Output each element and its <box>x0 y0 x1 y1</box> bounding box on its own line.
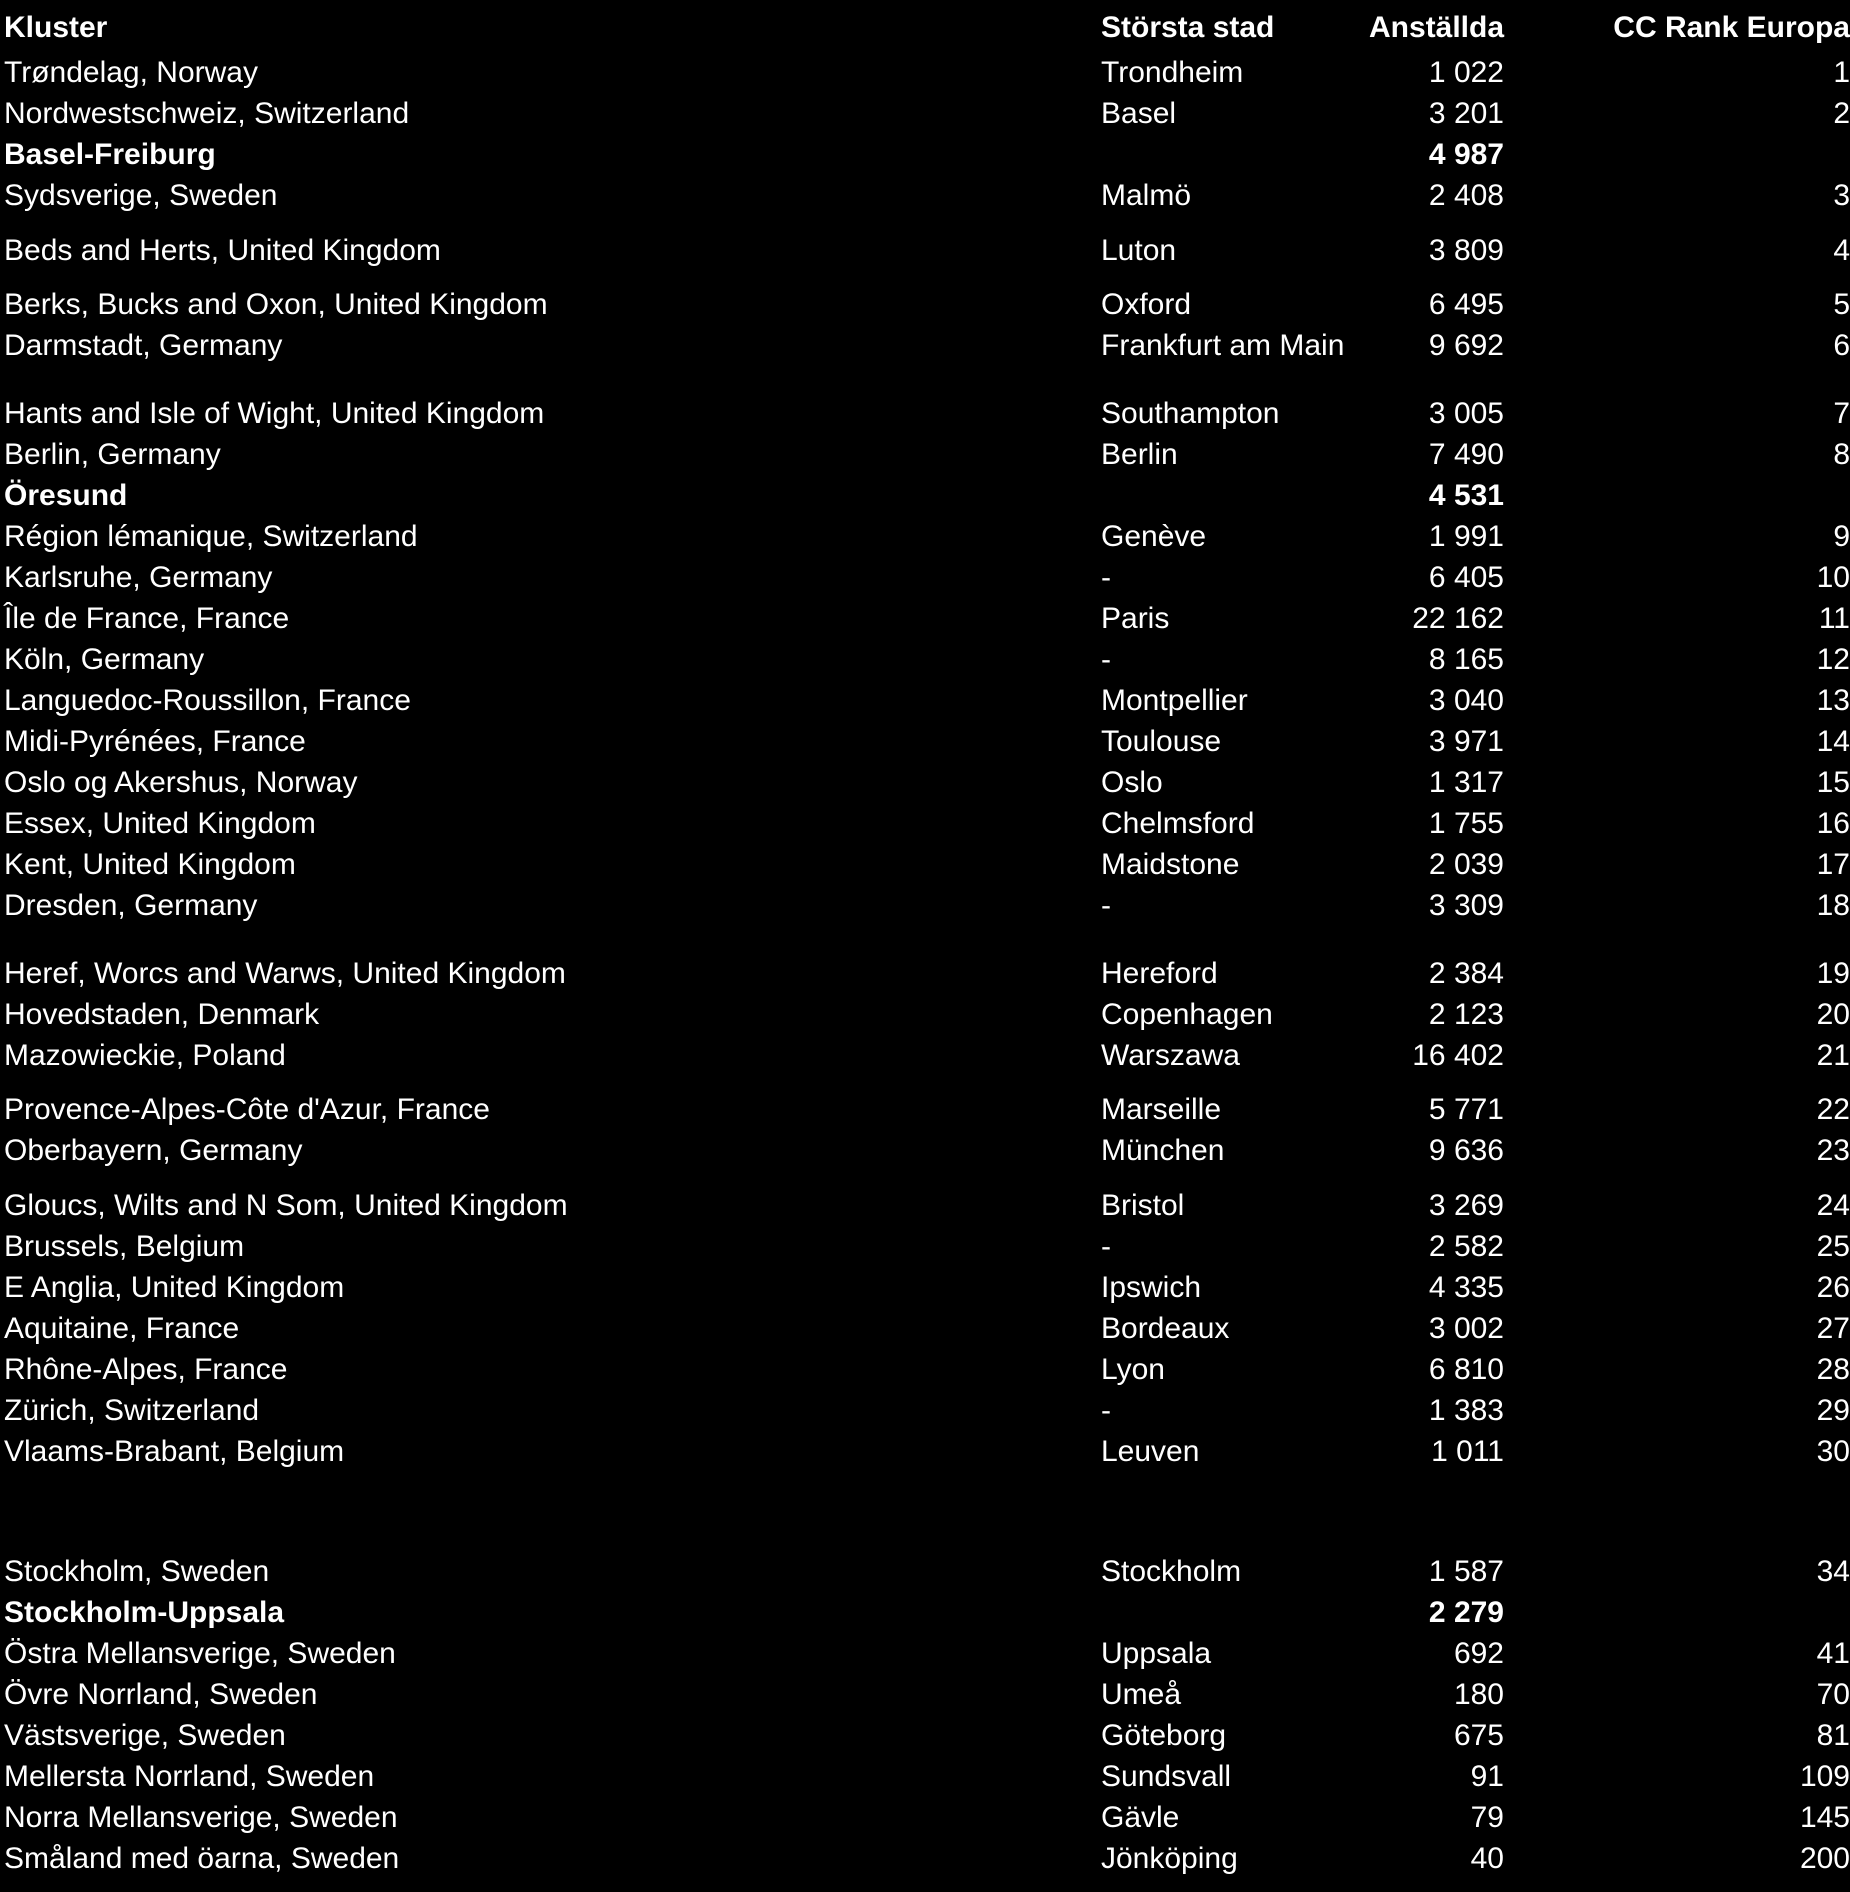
cell-kluster: Heref, Worcs and Warws, United Kingdom <box>4 957 566 990</box>
cell-kluster: Darmstadt, Germany <box>4 329 283 362</box>
cell-rank: 5 <box>1833 288 1850 321</box>
table-row <box>0 1798 1850 1838</box>
group-total-row <box>0 1593 1850 1633</box>
cell-kluster: Oberbayern, Germany <box>4 1134 303 1167</box>
cell-anstallda: 4 335 <box>1428 1271 1504 1304</box>
cell-rank: 11 <box>1818 602 1850 635</box>
cell-kluster: Mellersta Norrland, Sweden <box>4 1760 375 1793</box>
cell-kluster: Languedoc-Roussillon, France <box>4 684 411 717</box>
cell-kluster: Brussels, Belgium <box>4 1230 245 1263</box>
cell-stad: Chelmsford <box>1101 807 1255 840</box>
cell-kluster: Trøndelag, Norway <box>4 56 258 89</box>
cell-stad: Ipswich <box>1101 1271 1202 1304</box>
cell-anstallda: 6 495 <box>1428 288 1504 321</box>
cell-stad: Trondheim <box>1101 56 1244 89</box>
table-row <box>0 763 1850 803</box>
cell-rank: 23 <box>1816 1134 1850 1167</box>
table-row <box>0 1391 1850 1431</box>
table-row <box>0 394 1850 434</box>
cell-anstallda: 79 <box>1470 1801 1504 1834</box>
cell-anstallda: 3 005 <box>1428 397 1504 430</box>
cell-stad: Bristol <box>1101 1189 1185 1222</box>
cell-anstallda: 2 408 <box>1428 179 1504 212</box>
cell-kluster: Västsverige, Sweden <box>4 1719 286 1752</box>
cell-anstallda: 675 <box>1453 1719 1504 1752</box>
table-row <box>0 1757 1850 1797</box>
header-kluster: Kluster <box>4 11 108 44</box>
cell-anstallda: 5 771 <box>1428 1093 1504 1126</box>
cell-stad: - <box>1101 1394 1111 1427</box>
cell-kluster: Berlin, Germany <box>4 438 221 471</box>
cell-anstallda: 3 269 <box>1428 1189 1504 1222</box>
cell-anstallda: 2 123 <box>1428 998 1504 1031</box>
table-row <box>0 176 1850 216</box>
cell-anstallda: 1 011 <box>1431 1435 1504 1468</box>
cell-rank: 29 <box>1816 1394 1850 1427</box>
cell-anstallda: 8 165 <box>1428 643 1504 676</box>
cell-stad: Malmö <box>1101 179 1192 212</box>
cell-stad: - <box>1101 889 1111 922</box>
table-row <box>0 640 1850 680</box>
header-row <box>0 8 1850 48</box>
cell-kluster: Vlaams-Brabant, Belgium <box>4 1435 345 1468</box>
cell-kluster: Sydsverige, Sweden <box>4 179 278 212</box>
cell-rank: 145 <box>1799 1801 1850 1834</box>
cell-rank: 6 <box>1833 329 1850 362</box>
cell-rank: 1 <box>1833 56 1850 89</box>
cell-anstallda: 180 <box>1453 1678 1504 1711</box>
table-row <box>0 886 1850 926</box>
cell-rank: 27 <box>1816 1312 1850 1345</box>
cell-stad: München <box>1101 1134 1225 1167</box>
table-row <box>0 1309 1850 1349</box>
cell-rank: 13 <box>1816 684 1850 717</box>
cell-rank: 30 <box>1816 1435 1850 1468</box>
cell-kluster: Köln, Germany <box>4 643 205 676</box>
table-row <box>0 1036 1850 1076</box>
cell-stad: Marseille <box>1101 1093 1222 1126</box>
cell-kluster: Berks, Bucks and Oxon, United Kingdom <box>4 288 548 321</box>
cell-kluster: Stockholm, Sweden <box>4 1555 270 1588</box>
table-row <box>0 954 1850 994</box>
table-row <box>0 599 1850 639</box>
cell-anstallda: 3 040 <box>1428 684 1504 717</box>
cell-anstallda: 2 279 <box>1428 1596 1504 1629</box>
cell-stad: - <box>1101 1230 1111 1263</box>
cell-kluster: Nordwestschweiz, Switzerland <box>4 97 410 130</box>
cell-stad: Oxford <box>1101 288 1192 321</box>
table-row <box>0 1552 1850 1592</box>
cell-rank: 7 <box>1833 397 1850 430</box>
cell-stad: Berlin <box>1101 438 1178 471</box>
group-total-row <box>0 135 1850 175</box>
cell-stad: Basel <box>1101 97 1177 130</box>
cell-stad: Jönköping <box>1101 1842 1238 1875</box>
cell-stad: Toulouse <box>1101 725 1222 758</box>
cell-kluster: Oslo og Akershus, Norway <box>4 766 358 799</box>
table-row <box>0 53 1850 93</box>
cell-stad: Umeå <box>1101 1678 1182 1711</box>
header-anstallda: Anställda <box>1368 11 1504 44</box>
cell-anstallda: 3 809 <box>1428 234 1504 267</box>
cell-kluster: Stockholm-Uppsala <box>4 1596 285 1629</box>
cell-kluster: Karlsruhe, Germany <box>4 561 273 594</box>
cell-rank: 2 <box>1833 97 1850 130</box>
cell-kluster: Östra Mellansverige, Sweden <box>4 1637 396 1670</box>
cell-kluster: Aquitaine, France <box>4 1312 240 1345</box>
cell-rank: 8 <box>1833 438 1850 471</box>
table-row <box>0 231 1850 271</box>
cell-rank: 12 <box>1816 643 1850 676</box>
cell-anstallda: 2 384 <box>1428 957 1504 990</box>
cell-stad: Gävle <box>1101 1801 1180 1834</box>
cell-anstallda: 1 383 <box>1428 1394 1504 1427</box>
cell-anstallda: 16 402 <box>1412 1039 1504 1072</box>
table-row <box>0 517 1850 557</box>
header-stad: Största stad <box>1101 11 1275 44</box>
cell-stad: Stockholm <box>1101 1555 1242 1588</box>
cell-rank: 200 <box>1799 1842 1850 1875</box>
cell-kluster: Rhône-Alpes, France <box>4 1353 288 1386</box>
cell-stad: Göteborg <box>1101 1719 1227 1752</box>
cell-anstallda: 1 587 <box>1428 1555 1504 1588</box>
table-row <box>0 1131 1850 1171</box>
cell-kluster: Övre Norrland, Sweden <box>4 1678 318 1711</box>
cell-kluster: Basel-Freiburg <box>4 138 216 171</box>
cell-stad: Southampton <box>1101 397 1280 430</box>
cell-kluster: Zürich, Switzerland <box>4 1394 260 1427</box>
table-row <box>0 722 1850 762</box>
cell-stad: - <box>1101 643 1111 676</box>
table-row <box>0 845 1850 885</box>
table-row <box>0 804 1850 844</box>
table-row <box>0 285 1850 325</box>
group-total-row <box>0 476 1850 516</box>
cell-kluster: Provence-Alpes-Côte d'Azur, France <box>4 1093 490 1126</box>
cell-stad: Sundsvall <box>1101 1760 1232 1793</box>
cell-kluster: Mazowieckie, Poland <box>4 1039 286 1072</box>
cell-stad: Copenhagen <box>1101 998 1273 1031</box>
table-row <box>0 1716 1850 1756</box>
cell-kluster: Île de France, France <box>4 602 290 635</box>
cell-kluster: Kent, United Kingdom <box>4 848 296 881</box>
cell-stad: Bordeaux <box>1101 1312 1230 1345</box>
table-row <box>0 435 1850 475</box>
cell-rank: 24 <box>1816 1189 1850 1222</box>
cell-kluster: Gloucs, Wilts and N Som, United Kingdom <box>4 1189 568 1222</box>
cell-kluster: Région lémanique, Switzerland <box>4 520 418 553</box>
cell-stad: - <box>1101 561 1111 594</box>
cell-stad: Maidstone <box>1101 848 1240 881</box>
cell-rank: 26 <box>1816 1271 1850 1304</box>
cell-rank: 16 <box>1816 807 1850 840</box>
cell-anstallda: 1 317 <box>1428 766 1504 799</box>
header-rank: CC Rank Europa <box>1613 11 1850 44</box>
cell-kluster: Norra Mellansverige, Sweden <box>4 1801 398 1834</box>
cell-anstallda: 3 002 <box>1428 1312 1504 1345</box>
cell-anstallda: 2 582 <box>1428 1230 1504 1263</box>
cell-anstallda: 9 636 <box>1428 1134 1504 1167</box>
table-row <box>0 1186 1850 1226</box>
cell-kluster: Hovedstaden, Denmark <box>4 998 320 1031</box>
cell-anstallda: 3 971 <box>1428 725 1504 758</box>
cell-stad: Paris <box>1101 602 1170 635</box>
cell-anstallda: 4 987 <box>1428 138 1504 171</box>
cell-stad: Luton <box>1101 234 1177 267</box>
table-row <box>0 558 1850 598</box>
table-row <box>0 1839 1850 1879</box>
cell-kluster: Hants and Isle of Wight, United Kingdom <box>4 397 545 430</box>
cell-anstallda: 1 755 <box>1428 807 1504 840</box>
cell-anstallda: 1 991 <box>1428 520 1504 553</box>
table-row <box>0 326 1850 366</box>
cell-kluster: Dresden, Germany <box>4 889 258 922</box>
cell-rank: 109 <box>1799 1760 1850 1793</box>
table-row <box>0 1675 1850 1715</box>
table-row <box>0 1634 1850 1674</box>
cell-anstallda: 40 <box>1470 1842 1504 1875</box>
cell-anstallda: 4 531 <box>1428 479 1504 512</box>
cell-anstallda: 22 162 <box>1412 602 1504 635</box>
cell-kluster: Essex, United Kingdom <box>4 807 316 840</box>
cell-rank: 34 <box>1816 1555 1850 1588</box>
cell-anstallda: 6 810 <box>1428 1353 1504 1386</box>
cell-rank: 4 <box>1833 234 1850 267</box>
table-row <box>0 1350 1850 1390</box>
cell-rank: 22 <box>1816 1093 1850 1126</box>
cell-rank: 15 <box>1816 766 1850 799</box>
table-row <box>0 1090 1850 1130</box>
cell-kluster: E Anglia, United Kingdom <box>4 1271 345 1304</box>
cell-stad: Oslo <box>1101 766 1163 799</box>
cell-anstallda: 1 022 <box>1428 56 1504 89</box>
cell-rank: 28 <box>1816 1353 1850 1386</box>
cell-rank: 14 <box>1816 725 1850 758</box>
cell-rank: 18 <box>1816 889 1850 922</box>
cell-anstallda: 6 405 <box>1428 561 1504 594</box>
table-row <box>0 681 1850 721</box>
cell-stad: Leuven <box>1101 1435 1200 1468</box>
table-row <box>0 1432 1850 1472</box>
cell-rank: 81 <box>1816 1719 1850 1752</box>
cell-anstallda: 7 490 <box>1428 438 1504 471</box>
table-row <box>0 1268 1850 1308</box>
table-row <box>0 94 1850 134</box>
cell-stad: Genève <box>1101 520 1207 553</box>
cell-stad: Uppsala <box>1101 1637 1212 1670</box>
cell-anstallda: 2 039 <box>1428 848 1504 881</box>
cell-rank: 10 <box>1816 561 1850 594</box>
cell-anstallda: 3 201 <box>1428 97 1504 130</box>
cell-kluster: Småland med öarna, Sweden <box>4 1842 400 1875</box>
cell-rank: 21 <box>1816 1039 1850 1072</box>
cell-kluster: Öresund <box>4 479 128 512</box>
cell-stad: Frankfurt am Main <box>1101 329 1345 362</box>
cell-rank: 9 <box>1833 520 1850 553</box>
cell-anstallda: 692 <box>1453 1637 1504 1670</box>
cell-rank: 41 <box>1816 1637 1850 1670</box>
cell-stad: Warszawa <box>1101 1039 1240 1072</box>
cell-anstallda: 3 309 <box>1428 889 1504 922</box>
cell-rank: 19 <box>1816 957 1850 990</box>
cell-rank: 20 <box>1816 998 1850 1031</box>
cell-anstallda: 91 <box>1470 1760 1504 1793</box>
table-row <box>0 1227 1850 1267</box>
cell-rank: 3 <box>1833 179 1850 212</box>
cell-stad: Hereford <box>1101 957 1218 990</box>
cell-rank: 25 <box>1816 1230 1850 1263</box>
cell-rank: 17 <box>1816 848 1850 881</box>
cell-kluster: Midi-Pyrénées, France <box>4 725 306 758</box>
cell-stad: Montpellier <box>1101 684 1248 717</box>
cell-stad: Lyon <box>1101 1353 1165 1386</box>
cell-rank: 70 <box>1816 1678 1850 1711</box>
cell-anstallda: 9 692 <box>1428 329 1504 362</box>
cell-kluster: Beds and Herts, United Kingdom <box>4 234 441 267</box>
table-row <box>0 995 1850 1035</box>
